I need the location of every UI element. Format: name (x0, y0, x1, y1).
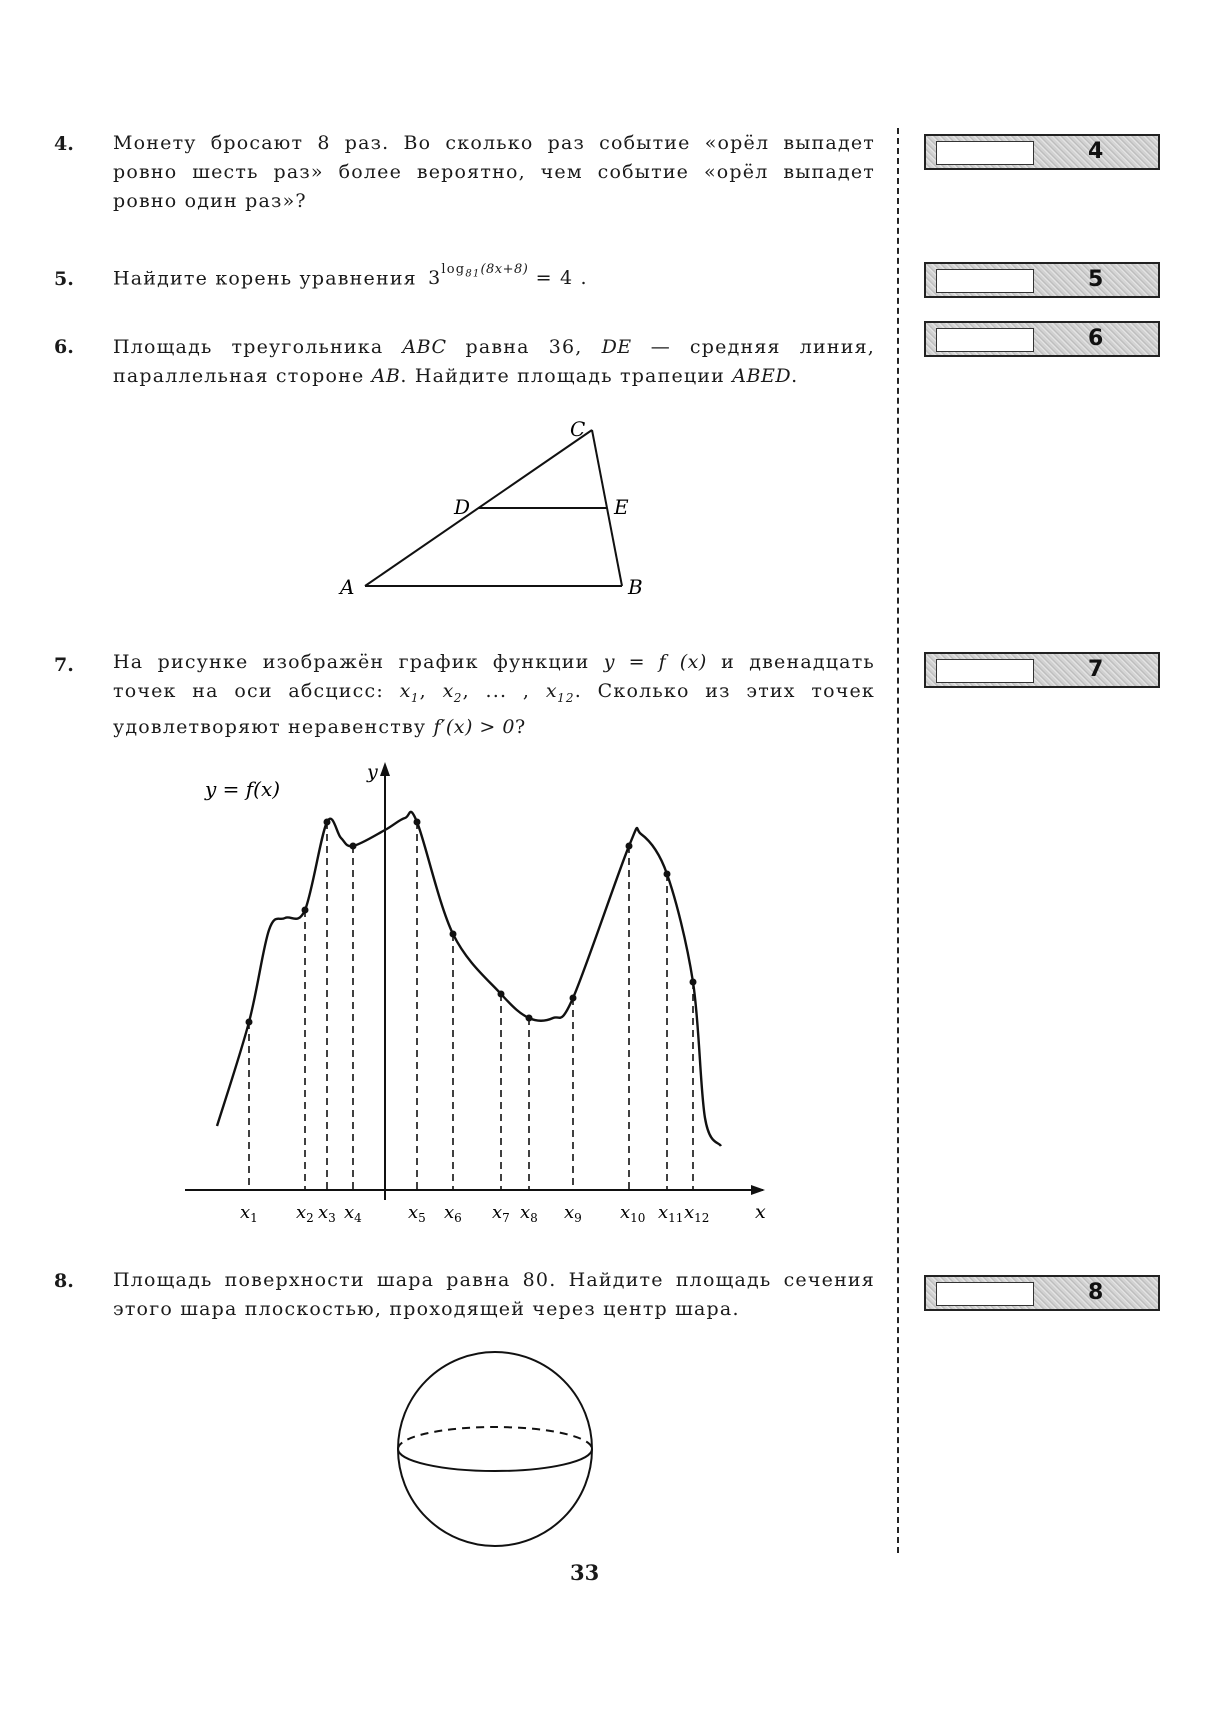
curve-point-x10 (626, 843, 633, 850)
point-x1-index: 1 (410, 690, 420, 705)
section-front-arc (398, 1449, 592, 1471)
answer-field-7[interactable] (936, 659, 1034, 683)
curve-point-x11 (664, 871, 671, 878)
tick-label-x6: $x_6$ (444, 1202, 462, 1225)
curve-point-x4 (350, 843, 357, 850)
page-number: 33 (570, 1560, 600, 1585)
answer-box-8 (924, 1275, 1160, 1311)
curve-point-x7 (498, 991, 505, 998)
x-axis-label: x (755, 1201, 766, 1223)
sphere-outline (398, 1352, 592, 1546)
equation-base: 3 (428, 267, 442, 290)
problem-6-number: 6. (54, 336, 74, 358)
answer-label-6: 6 (1088, 326, 1104, 351)
label-e: E (614, 495, 629, 519)
problem-4-text: Монету бросают 8 раз. Во сколько раз событие «орёл выпадет ровно шесть раз» более вероятно, чем событие «орёл выпадет ровно один раз»? (113, 132, 875, 212)
problem-6-text (113, 333, 875, 391)
curve-point-x12 (690, 979, 697, 986)
equation-log-base: 81 (465, 268, 481, 280)
tick-label-x8: $x_8$ (520, 1202, 538, 1225)
problem-7-part1: На рисунке изображён график функции (113, 651, 590, 673)
curve-point-x5 (414, 819, 421, 826)
tick-label-x2: $x_2$ (296, 1202, 314, 1225)
problem-7-part2: и двенадцать точек на оси абсцисс: (113, 651, 875, 702)
point-x1: x (399, 680, 411, 702)
answer-box-4 (924, 134, 1160, 170)
problem-6-end: . (791, 365, 799, 387)
curve-point-x2 (302, 907, 309, 914)
inequality: f′(x) > 0 (433, 715, 515, 738)
triangle-name: ABC (402, 336, 447, 358)
answer-box-6 (924, 321, 1160, 357)
tick-label-x1: $x_1$ (240, 1202, 258, 1225)
graph-title: y = f(x) (205, 777, 281, 801)
equation-log-arg: (8x+8) (480, 262, 529, 277)
sep-1: , (419, 680, 427, 702)
tick-label-x10: $x_{10}$ (620, 1202, 646, 1225)
tick-label-x7: $x_7$ (492, 1202, 510, 1225)
problem-8-number: 8. (54, 1270, 74, 1292)
label-a: A (340, 575, 355, 599)
side-name: AB (371, 365, 401, 387)
problem-7-number: 7. (54, 654, 74, 676)
function-curve (217, 812, 721, 1146)
curve-point-x1 (246, 1019, 253, 1026)
answer-field-6[interactable] (936, 328, 1034, 352)
tick-label-x5: $x_5$ (408, 1202, 426, 1225)
point-x12-index: 12 (557, 690, 575, 705)
point-x12: x (545, 680, 558, 702)
problem-5-text (113, 256, 875, 297)
problem-7-text (113, 648, 875, 742)
curve-point-x6 (450, 931, 457, 938)
problem-8-text: Площадь поверхности шара равна 80. Найдите площадь сечения этого шара плоскостью, проходящей через центр шара. (113, 1269, 875, 1320)
answer-label-4: 4 (1088, 139, 1104, 164)
trapezoid-name: ABED (732, 365, 792, 387)
section-back-arc (398, 1427, 592, 1449)
answer-field-4[interactable] (936, 141, 1034, 165)
problem-6-part3: — средняя линия, параллельная стороне (113, 336, 876, 387)
equation-rhs: = 4 . (535, 267, 588, 290)
problem-7-end: ? (514, 715, 527, 738)
triangle-figure (330, 410, 670, 610)
curve-point-x9 (570, 995, 577, 1002)
function-graph (175, 760, 815, 1230)
x-axis-arrow (751, 1185, 765, 1195)
tick-label-x11: $x_{11}$ (658, 1202, 684, 1225)
point-x2: x (442, 680, 454, 702)
label-d: D (454, 495, 471, 519)
function-notation: y = f (x) (603, 651, 707, 673)
label-b: B (628, 575, 643, 599)
tick-label-x3: $x_3$ (318, 1202, 336, 1225)
tick-label-x12: $x_{12}$ (684, 1202, 710, 1225)
equation-log: log (441, 262, 466, 277)
curve-point-x8 (526, 1015, 533, 1022)
answer-label-7: 7 (1088, 657, 1104, 682)
tick-label-x9: $x_9$ (564, 1202, 582, 1225)
answer-label-5: 5 (1088, 267, 1104, 292)
problem-5-number: 5. (54, 268, 74, 290)
answer-box-7 (924, 652, 1160, 688)
y-axis-label: y (367, 761, 378, 783)
answer-column-divider (897, 128, 899, 1553)
problem-6-part1: Площадь треугольника (113, 336, 384, 358)
answer-field-8[interactable] (936, 1282, 1034, 1306)
tick-label-x4: $x_4$ (344, 1202, 362, 1225)
problem-6-part2: равна 36, (465, 336, 583, 358)
problem-6-part4: . Найдите площадь трапеции (400, 365, 726, 387)
point-x2-index: 2 (453, 690, 463, 705)
equation (428, 262, 588, 290)
problem-7-part3: . Сколько из этих точек удовлетворяют неравенству (113, 680, 875, 738)
y-axis-arrow (380, 762, 390, 776)
answer-box-5 (924, 262, 1160, 298)
label-c: C (570, 417, 586, 441)
sep-2: , ... , (462, 680, 531, 702)
problem-5-intro: Найдите корень уравнения (113, 267, 417, 290)
answer-label-8: 8 (1088, 1280, 1104, 1305)
sphere-figure (385, 1345, 605, 1555)
midline-name: DE (601, 336, 632, 358)
answer-field-5[interactable] (936, 269, 1034, 293)
curve-point-x3 (324, 819, 331, 826)
problem-4-number: 4. (54, 133, 74, 155)
